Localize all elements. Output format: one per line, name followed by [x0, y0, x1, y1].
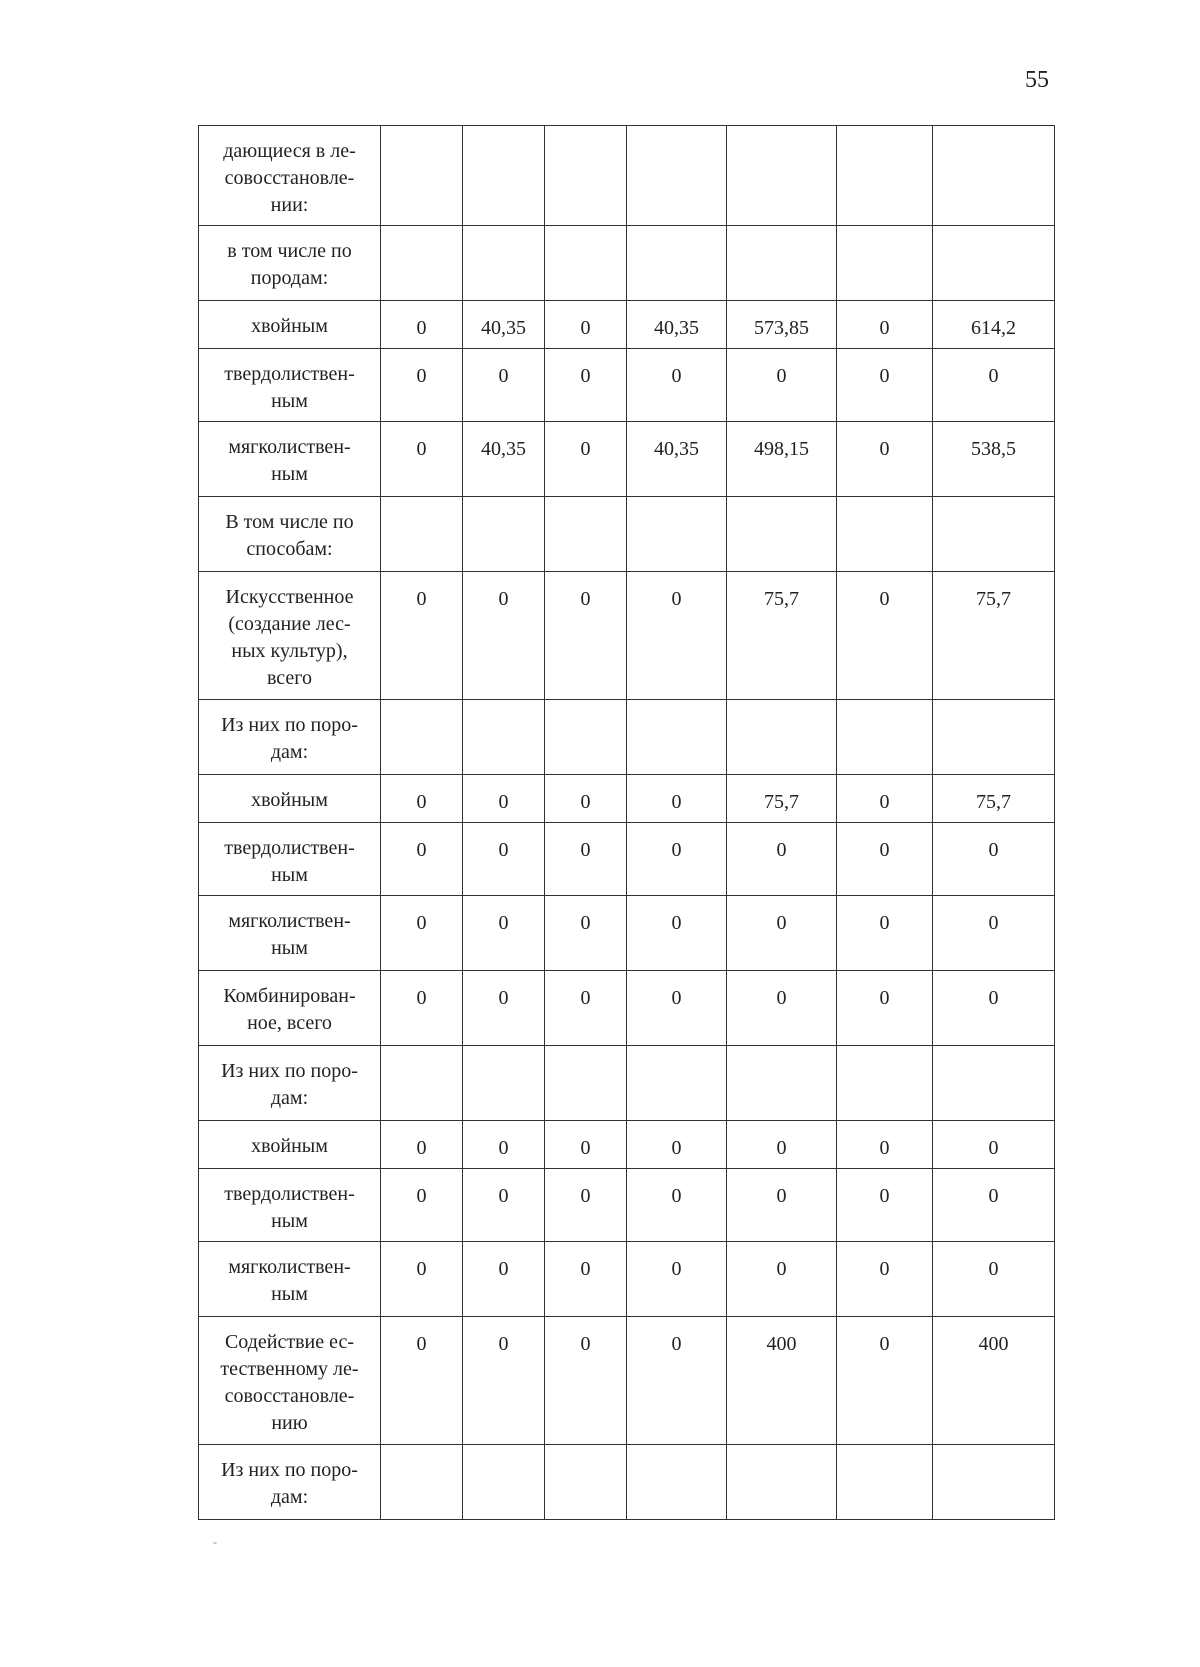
value-cell: 0	[381, 572, 463, 700]
value-cell: 0	[545, 422, 627, 497]
value-cell: 40,35	[627, 422, 727, 497]
value-cell	[933, 1046, 1055, 1121]
table-row	[199, 1445, 1055, 1520]
value-cell: 0	[545, 896, 627, 971]
value-cell	[627, 226, 727, 301]
value-cell	[463, 126, 545, 226]
value-cell	[933, 497, 1055, 572]
value-cell	[837, 126, 933, 226]
table-row	[199, 775, 1055, 823]
value-cell: 0	[463, 971, 545, 1046]
row-label: твердолиствен- ным	[199, 823, 381, 896]
value-cell: 0	[381, 971, 463, 1046]
value-cell: 75,7	[933, 572, 1055, 700]
value-cell	[545, 497, 627, 572]
value-cell: 0	[727, 896, 837, 971]
row-label: Комбинирован- ное, всего	[199, 971, 381, 1046]
value-cell: 498,15	[727, 422, 837, 497]
value-cell: 0	[727, 1242, 837, 1317]
value-cell	[463, 497, 545, 572]
value-cell	[837, 1445, 933, 1520]
table-row	[199, 1169, 1055, 1242]
value-cell	[627, 1445, 727, 1520]
value-cell	[381, 226, 463, 301]
table-body	[199, 126, 1055, 1520]
value-cell: 0	[463, 1317, 545, 1445]
value-cell	[837, 700, 933, 775]
value-cell	[627, 1046, 727, 1121]
value-cell: 0	[545, 301, 627, 349]
value-cell	[381, 497, 463, 572]
value-cell: 0	[381, 1317, 463, 1445]
table-row	[199, 422, 1055, 497]
value-cell: 0	[727, 349, 837, 422]
value-cell: 0	[545, 1242, 627, 1317]
value-cell: 538,5	[933, 422, 1055, 497]
value-cell: 0	[627, 1121, 727, 1169]
value-cell: 614,2	[933, 301, 1055, 349]
table-row	[199, 349, 1055, 422]
value-cell: 400	[933, 1317, 1055, 1445]
row-label: хвойным	[199, 301, 381, 349]
value-cell	[727, 126, 837, 226]
value-cell	[381, 126, 463, 226]
value-cell: 0	[933, 971, 1055, 1046]
value-cell: 0	[627, 1242, 727, 1317]
value-cell	[933, 1445, 1055, 1520]
value-cell: 0	[545, 349, 627, 422]
table-row	[199, 497, 1055, 572]
value-cell: 0	[727, 971, 837, 1046]
value-cell	[727, 226, 837, 301]
value-cell	[463, 1046, 545, 1121]
table-row	[199, 896, 1055, 971]
value-cell	[545, 226, 627, 301]
value-cell: 0	[381, 422, 463, 497]
value-cell	[381, 700, 463, 775]
value-cell: 0	[627, 349, 727, 422]
value-cell: 0	[381, 301, 463, 349]
row-label: Из них по поро- дам:	[199, 1046, 381, 1121]
row-label: дающиеся в ле- совосстановле- нии:	[199, 126, 381, 226]
value-cell: 0	[545, 1169, 627, 1242]
value-cell: 0	[381, 349, 463, 422]
value-cell	[933, 700, 1055, 775]
value-cell	[627, 126, 727, 226]
value-cell: 0	[837, 896, 933, 971]
table-row	[199, 572, 1055, 700]
value-cell	[627, 700, 727, 775]
value-cell: 0	[627, 572, 727, 700]
row-label: Искусственное (создание лес- ных культур), всего	[199, 572, 381, 700]
row-label: твердолиствен- ным	[199, 1169, 381, 1242]
value-cell: 0	[463, 1169, 545, 1242]
value-cell: 0	[381, 1121, 463, 1169]
value-cell: 75,7	[933, 775, 1055, 823]
value-cell: 0	[837, 823, 933, 896]
value-cell: 40,35	[463, 422, 545, 497]
row-label: мягколиствен- ным	[199, 896, 381, 971]
value-cell	[933, 126, 1055, 226]
row-label: хвойным	[199, 775, 381, 823]
table-row	[199, 700, 1055, 775]
row-label: Из них по поро- дам:	[199, 1445, 381, 1520]
value-cell: 0	[463, 896, 545, 971]
value-cell	[463, 700, 545, 775]
value-cell: 0	[837, 1317, 933, 1445]
value-cell: 0	[463, 1242, 545, 1317]
table-row	[199, 301, 1055, 349]
value-cell: 0	[933, 1169, 1055, 1242]
value-cell: 0	[933, 1242, 1055, 1317]
value-cell: 0	[463, 572, 545, 700]
value-cell: 0	[381, 896, 463, 971]
value-cell: 0	[837, 1242, 933, 1317]
value-cell: 0	[627, 823, 727, 896]
value-cell: 0	[545, 775, 627, 823]
row-label: в том числе по породам:	[199, 226, 381, 301]
value-cell: 0	[545, 971, 627, 1046]
table-row	[199, 1121, 1055, 1169]
row-label: Содействие ес- тественному ле- совосстановле- нию	[199, 1317, 381, 1445]
value-cell: 573,85	[727, 301, 837, 349]
value-cell: 0	[463, 1121, 545, 1169]
value-cell: 40,35	[463, 301, 545, 349]
table-row	[199, 1046, 1055, 1121]
value-cell	[837, 497, 933, 572]
value-cell: 0	[545, 1317, 627, 1445]
value-cell: 0	[627, 1317, 727, 1445]
value-cell: 0	[933, 823, 1055, 896]
scan-speck: -	[213, 1535, 217, 1549]
value-cell: 40,35	[627, 301, 727, 349]
row-label: В том числе по способам:	[199, 497, 381, 572]
value-cell: 75,7	[727, 572, 837, 700]
value-cell: 0	[837, 422, 933, 497]
value-cell: 0	[381, 823, 463, 896]
page-number: 55	[1025, 67, 1049, 93]
value-cell	[727, 497, 837, 572]
value-cell: 0	[463, 775, 545, 823]
value-cell	[545, 700, 627, 775]
table-row	[199, 126, 1055, 226]
value-cell	[463, 1445, 545, 1520]
value-cell: 0	[545, 572, 627, 700]
value-cell: 0	[837, 349, 933, 422]
value-cell: 0	[627, 971, 727, 1046]
value-cell	[545, 1445, 627, 1520]
value-cell: 0	[837, 301, 933, 349]
value-cell: 0	[545, 1121, 627, 1169]
value-cell: 0	[933, 896, 1055, 971]
value-cell: 0	[837, 1121, 933, 1169]
value-cell: 0	[463, 349, 545, 422]
value-cell	[545, 1046, 627, 1121]
value-cell: 0	[381, 775, 463, 823]
row-label: хвойным	[199, 1121, 381, 1169]
value-cell: 0	[837, 1169, 933, 1242]
value-cell	[627, 497, 727, 572]
value-cell: 0	[727, 1169, 837, 1242]
row-label: мягколиствен- ным	[199, 1242, 381, 1317]
table-row	[199, 1242, 1055, 1317]
value-cell: 0	[463, 823, 545, 896]
value-cell: 0	[727, 1121, 837, 1169]
value-cell: 0	[627, 896, 727, 971]
value-cell	[381, 1046, 463, 1121]
table-row	[199, 1317, 1055, 1445]
forest-restoration-table	[198, 125, 1055, 1520]
value-cell	[837, 226, 933, 301]
table-row	[199, 971, 1055, 1046]
value-cell	[727, 700, 837, 775]
value-cell	[463, 226, 545, 301]
value-cell: 0	[933, 349, 1055, 422]
value-cell	[837, 1046, 933, 1121]
value-cell: 0	[627, 775, 727, 823]
value-cell: 0	[545, 823, 627, 896]
value-cell	[381, 1445, 463, 1520]
row-label: Из них по поро- дам:	[199, 700, 381, 775]
table-row	[199, 823, 1055, 896]
value-cell: 400	[727, 1317, 837, 1445]
value-cell: 75,7	[727, 775, 837, 823]
value-cell: 0	[837, 971, 933, 1046]
row-label: мягколиствен- ным	[199, 422, 381, 497]
row-label: твердолиствен- ным	[199, 349, 381, 422]
value-cell: 0	[837, 572, 933, 700]
value-cell: 0	[381, 1242, 463, 1317]
value-cell	[933, 226, 1055, 301]
value-cell	[727, 1445, 837, 1520]
table-row	[199, 226, 1055, 301]
value-cell: 0	[933, 1121, 1055, 1169]
value-cell	[545, 126, 627, 226]
value-cell: 0	[627, 1169, 727, 1242]
value-cell	[727, 1046, 837, 1121]
value-cell: 0	[381, 1169, 463, 1242]
value-cell: 0	[837, 775, 933, 823]
value-cell: 0	[727, 823, 837, 896]
